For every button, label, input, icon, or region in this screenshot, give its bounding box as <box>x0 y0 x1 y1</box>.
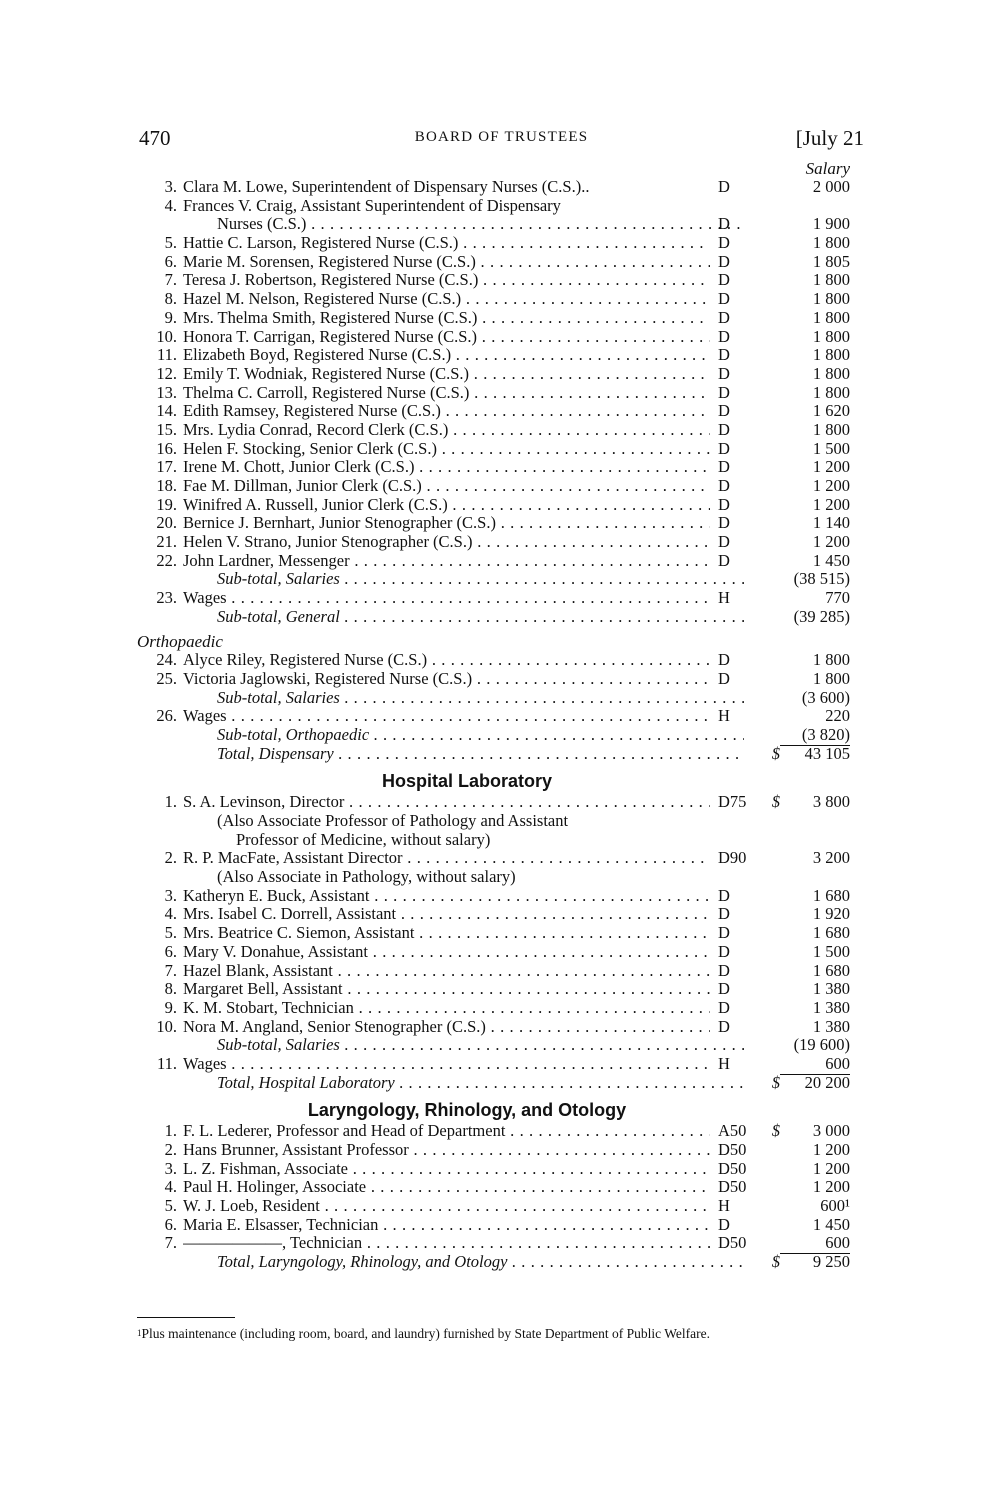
salary-amount: 1 800 <box>812 307 850 327</box>
entry-name: Helen V. Strano, Junior Stenographer (C.S.) . . . <box>183 533 710 552</box>
table-row <box>0 384 1000 403</box>
section-heading-title: Hospital Laboratory <box>381 771 553 792</box>
table-row <box>0 533 1000 552</box>
entry-name: Hattie C. Larson, Registered Nurse (C.S.) . . . <box>183 234 710 253</box>
item-number: 14. <box>156 401 177 421</box>
item-number: 19. <box>156 494 177 514</box>
running-title: BOARD OF TRUSTEES <box>414 129 589 145</box>
entry-name: Alyce Riley, Registered Nurse (C.S.) . . . <box>183 651 710 670</box>
item-number: 5. <box>164 923 177 943</box>
appointment-code: H <box>718 588 730 608</box>
salary-amount: 1 200 <box>812 494 850 514</box>
table-row <box>0 793 1000 812</box>
item-number: 12. <box>156 363 177 383</box>
appointment-code: D <box>718 668 730 688</box>
entry-name: L. Z. Fishman, Associate . . . <box>183 1160 710 1179</box>
item-number: 18. <box>156 476 177 495</box>
appointment-code: D <box>718 941 730 961</box>
appointment-code: D <box>718 363 730 383</box>
appointment-code: D <box>718 1214 730 1234</box>
entry-note-text: (Also Associate in Pathology, without salary) <box>217 868 516 887</box>
item-number: 11. <box>156 345 177 365</box>
entry-name: Mrs. Beatrice C. Siemon, Assistant . . . <box>183 924 710 943</box>
appointment-code: D <box>718 270 730 290</box>
section-heading-title: Laryngology, Rhinology, and Otology <box>307 1100 627 1121</box>
item-number: 7. <box>164 270 177 290</box>
salary-amount: 1 500 <box>812 941 850 961</box>
budget-table <box>0 178 1000 1272</box>
table-row <box>0 477 1000 496</box>
salary-amount: 1 800 <box>812 233 850 253</box>
salary-amount: 1 800 <box>812 382 850 402</box>
table-row <box>0 514 1000 533</box>
appointment-code: D75 <box>718 792 747 812</box>
subtotal-label: Sub-total, Orthopaedic . . . <box>217 726 744 745</box>
table-row <box>0 346 1000 365</box>
appointment-code: D <box>718 345 730 365</box>
entry-note-text: (Also Associate Professor of Pathology and Assistant <box>217 812 569 830</box>
appointment-code: D50 <box>718 1177 747 1197</box>
salary-amount: 1 380 <box>812 997 850 1017</box>
table-row <box>0 1160 1000 1179</box>
appointment-code: D <box>718 401 730 421</box>
table-row <box>0 1122 1000 1141</box>
appointment-code: D <box>718 177 730 196</box>
section-label <box>0 633 1000 652</box>
appointment-code: D <box>718 251 730 271</box>
appointment-code: D <box>718 214 730 234</box>
item-number: 1. <box>164 1121 177 1141</box>
item-number: 7. <box>164 1233 177 1253</box>
salary-amount: 43 105 <box>804 743 850 763</box>
appointment-code: D <box>718 1016 730 1036</box>
item-number: 8. <box>164 289 177 309</box>
appointment-code: D <box>718 650 730 670</box>
subtotal-row <box>0 689 1000 708</box>
item-number: 4. <box>164 195 177 215</box>
table-row <box>0 496 1000 515</box>
subtotal-row <box>0 570 1000 589</box>
entry-name: Wages . . . <box>183 589 710 608</box>
salary-amount: 1 800 <box>812 668 850 688</box>
item-number: 6. <box>164 251 177 271</box>
entry-name: Wages . . . <box>183 1055 710 1074</box>
appointment-code: A50 <box>718 1121 747 1141</box>
running-header <box>139 126 864 156</box>
salary-amount: (38 515) <box>793 569 850 589</box>
item-number: 6. <box>164 1214 177 1234</box>
salary-amount: 1 200 <box>812 476 850 495</box>
entry-name: Winifred A. Russell, Junior Clerk (C.S.) . . . <box>183 496 710 515</box>
subtotal-row <box>0 1074 1000 1093</box>
table-row <box>0 1178 1000 1197</box>
salary-amount: 1 500 <box>812 438 850 458</box>
table-row <box>0 440 1000 459</box>
dollar-sign: $ <box>771 743 780 763</box>
subtotal-row <box>0 1253 1000 1272</box>
table-row <box>0 943 1000 962</box>
footnote-text: Plus maintenance (including room, board, and laundry) furnished by State Department of Public Welfare. <box>141 1326 711 1341</box>
entry-name: F. L. Lederer, Professor and Head of Department . . . <box>183 1122 710 1141</box>
entry-name: Mrs. Thelma Smith, Registered Nurse (C.S.) . . . <box>183 309 710 328</box>
appointment-code: D50 <box>718 1140 747 1159</box>
subtotal-label: Total, Laryngology, Rhinology, and Otology . . . <box>217 1253 744 1272</box>
subtotal-row <box>0 608 1000 627</box>
salary-amount: 1 800 <box>812 345 850 365</box>
entry-name: W. J. Loeb, Resident . . . <box>183 1197 710 1216</box>
entry-name: John Lardner, Messenger . . . <box>183 552 710 571</box>
entry-name: Victoria Jaglowski, Registered Nurse (C.S.) . . . <box>183 670 710 689</box>
appointment-code: D <box>718 476 730 495</box>
table-row <box>0 962 1000 981</box>
item-number: 13. <box>156 382 177 402</box>
salary-amount: 3 200 <box>812 848 850 868</box>
page-number: 470 <box>139 126 171 150</box>
item-number: 11. <box>156 1053 177 1073</box>
appointment-code: D <box>718 979 730 999</box>
salary-amount: (3 820) <box>780 726 850 746</box>
salary-amount: 1 800 <box>812 363 850 383</box>
section-title: Orthopaedic <box>137 632 223 651</box>
appointment-code: D <box>718 904 730 924</box>
item-number: 20. <box>156 513 177 533</box>
appointment-code: D <box>718 494 730 514</box>
appointment-code: D <box>718 550 730 570</box>
table-row <box>0 1197 1000 1216</box>
salary-amount: 1 200 <box>812 1158 850 1178</box>
salary-column-heading: Salary <box>805 159 850 178</box>
table-row <box>0 849 1000 868</box>
subtotal-label: Total, Hospital Laboratory . . . <box>217 1074 744 1093</box>
table-row <box>0 924 1000 943</box>
item-number: 2. <box>164 848 177 868</box>
table-row <box>0 458 1000 477</box>
salary-amount: 1 450 <box>812 1214 850 1234</box>
item-number: 5. <box>164 233 177 253</box>
entry-name: Honora T. Carrigan, Registered Nurse (C.S.) . . . <box>183 328 710 347</box>
item-number: 5. <box>164 1196 177 1216</box>
subtotal-row <box>0 745 1000 764</box>
table-row <box>0 1234 1000 1253</box>
entry-name: Wages . . . <box>183 707 710 726</box>
item-number: 7. <box>164 960 177 980</box>
entry-note <box>0 868 1000 887</box>
subtotal-row <box>0 726 1000 745</box>
entry-name: Katheryn E. Buck, Assistant . . . <box>183 887 710 906</box>
salary-amount: 2 000 <box>812 177 850 196</box>
salary-amount: 600 <box>780 1234 850 1254</box>
section-heading <box>0 763 1000 793</box>
salary-amount: 1 680 <box>812 960 850 980</box>
salary-amount: 1 805 <box>812 251 850 271</box>
salary-amount: 1 200 <box>812 1177 850 1197</box>
entry-name: Mrs. Isabel C. Dorrell, Assistant . . . <box>183 905 710 924</box>
item-number: 4. <box>164 904 177 924</box>
item-number: 3. <box>164 1158 177 1178</box>
entry-name: Helen F. Stocking, Senior Clerk (C.S.) . . . <box>183 440 710 459</box>
item-number: 6. <box>164 941 177 961</box>
entry-name: K. M. Stobart, Technician . . . <box>183 999 710 1018</box>
dollar-sign: $ <box>771 792 780 812</box>
salary-amount: (39 285) <box>793 606 850 626</box>
footnote-marker: 1 <box>137 1328 142 1338</box>
salary-amount: 1 450 <box>812 550 850 570</box>
table-row <box>0 215 1000 234</box>
salary-amount: 1 800 <box>812 270 850 290</box>
item-number: 22. <box>156 550 177 570</box>
salary-amount: 220 <box>825 706 850 726</box>
appointment-code: D <box>718 885 730 905</box>
subtotal-label: Sub-total, General . . . <box>217 608 744 627</box>
table-row <box>0 290 1000 309</box>
section-heading <box>0 1092 1000 1122</box>
table-row <box>0 421 1000 440</box>
item-number: 1. <box>164 792 177 812</box>
table-row <box>0 328 1000 347</box>
salary-amount: 1 200 <box>812 457 850 477</box>
appointment-code: H <box>718 1053 730 1073</box>
entry-name: Maria E. Elsasser, Technician . . . <box>183 1216 710 1235</box>
salary-amount: 9 250 <box>812 1252 850 1272</box>
subtotal-row <box>0 1036 1000 1055</box>
table-row <box>0 197 1000 216</box>
salary-amount: 1 380 <box>812 1016 850 1036</box>
item-number: 24. <box>156 650 177 670</box>
entry-name: Hazel M. Nelson, Registered Nurse (C.S.) . . . <box>183 290 710 309</box>
table-row <box>0 1141 1000 1160</box>
appointment-code: D <box>718 513 730 533</box>
salary-amount: 600¹ <box>820 1196 850 1216</box>
subtotal-label: Total, Dispensary . . . <box>217 745 744 764</box>
appointment-code: D <box>718 307 730 327</box>
appointment-code: D <box>718 997 730 1017</box>
entry-name: Thelma C. Carroll, Registered Nurse (C.S.) . . . <box>183 384 710 403</box>
header-date: [July 21 <box>795 126 864 150</box>
appointment-code: D <box>718 532 730 552</box>
appointment-code: H <box>718 1196 730 1216</box>
appointment-code: H <box>718 706 730 726</box>
appointment-code: D <box>718 457 730 477</box>
appointment-code: D <box>718 289 730 309</box>
table-row <box>0 552 1000 571</box>
salary-amount: (19 600) <box>793 1035 850 1055</box>
table-row <box>0 670 1000 689</box>
table-row <box>0 651 1000 670</box>
dollar-sign: $ <box>771 1121 780 1141</box>
item-number: 4. <box>164 1177 177 1197</box>
item-number: 10. <box>156 1016 177 1036</box>
table-row <box>0 309 1000 328</box>
table-row <box>0 178 1000 197</box>
entry-name: Elizabeth Boyd, Registered Nurse (C.S.) . . . <box>183 346 710 365</box>
entry-name: Hans Brunner, Assistant Professor . . . <box>183 1141 710 1160</box>
salary-amount: 1 920 <box>812 904 850 924</box>
entry-name: Teresa J. Robertson, Registered Nurse (C.S.) . . . <box>183 271 710 290</box>
entry-name: Bernice J. Bernhart, Junior Stenographer (C.S.) . . . <box>183 514 710 533</box>
entry-name: Mary V. Donahue, Assistant . . . <box>183 943 710 962</box>
item-number: 8. <box>164 979 177 999</box>
entry-name: Mrs. Lydia Conrad, Record Clerk (C.S.) . . . <box>183 421 710 440</box>
salary-amount: 1 800 <box>812 326 850 346</box>
table-row <box>0 589 1000 608</box>
entry-note <box>0 831 1000 850</box>
appointment-code: D <box>718 382 730 402</box>
appointment-code: D <box>718 326 730 346</box>
table-row <box>0 234 1000 253</box>
table-row <box>0 707 1000 726</box>
salary-amount: 1 680 <box>812 923 850 943</box>
subtotal-label: Sub-total, Salaries . . . <box>217 1036 744 1055</box>
appointment-code: D <box>718 419 730 439</box>
table-row <box>0 887 1000 906</box>
entry-name: Paul H. Holinger, Associate . . . <box>183 1178 710 1197</box>
item-number: 16. <box>156 438 177 458</box>
salary-amount: (3 600) <box>801 687 850 707</box>
appointment-code: D50 <box>718 1158 747 1178</box>
appointment-code: D <box>718 923 730 943</box>
entry-name: ——————, Technician . . . <box>183 1234 710 1253</box>
salary-amount: 770 <box>825 588 850 608</box>
table-row <box>0 999 1000 1018</box>
item-number: 3. <box>164 885 177 905</box>
salary-amount: 20 200 <box>804 1072 850 1092</box>
salary-amount: 1 900 <box>812 214 850 234</box>
salary-amount: 3 800 <box>812 792 850 812</box>
salary-amount: 1 200 <box>812 532 850 552</box>
item-number: 23. <box>156 588 177 608</box>
entry-name: Irene M. Chott, Junior Clerk (C.S.) . . . <box>183 458 710 477</box>
entry-name: Clara M. Lowe, Superintendent of Dispensary Nurses (C.S.).. <box>183 178 590 196</box>
appointment-code: D <box>718 233 730 253</box>
entry-name: Marie M. Sorensen, Registered Nurse (C.S.) . . . <box>183 253 710 272</box>
entry-name: Edith Ramsey, Registered Nurse (C.S.) . . . <box>183 402 710 421</box>
item-number: 2. <box>164 1140 177 1159</box>
subtotal-label: Sub-total, Salaries . . . <box>217 689 744 708</box>
salary-amount: 1 620 <box>812 401 850 421</box>
table-row <box>0 253 1000 272</box>
appointment-code: D90 <box>718 848 747 868</box>
entry-name: Frances V. Craig, Assistant Superintendent of Dispensary <box>183 196 561 215</box>
appointment-code: D <box>718 960 730 980</box>
entry-name: Nurses (C.S.) . . . <box>217 215 744 234</box>
salary-amount: 1 200 <box>812 1140 850 1159</box>
item-number: 17. <box>156 457 177 477</box>
salary-amount: 1 800 <box>812 419 850 439</box>
subtotal-label: Sub-total, Salaries . . . <box>217 570 744 589</box>
entry-name: R. P. MacFate, Assistant Director . . . <box>183 849 710 868</box>
entry-name: Emily T. Wodniak, Registered Nurse (C.S.) . . . <box>183 365 710 384</box>
entry-note <box>0 812 1000 831</box>
item-number: 15. <box>156 419 177 439</box>
table-row <box>0 271 1000 290</box>
salary-amount: 1 380 <box>812 979 850 999</box>
dollar-sign: $ <box>771 1252 780 1272</box>
item-number: 26. <box>156 706 177 726</box>
item-number: 25. <box>156 668 177 688</box>
entry-name: S. A. Levinson, Director . . . <box>183 793 710 812</box>
table-row <box>0 402 1000 421</box>
appointment-code: D <box>718 438 730 458</box>
entry-note-text: Professor of Medicine, without salary) <box>236 830 491 849</box>
entry-name: Fae M. Dillman, Junior Clerk (C.S.) . . . <box>183 477 710 496</box>
salary-amount: 600 <box>780 1055 850 1075</box>
table-row <box>0 905 1000 924</box>
salary-amount: 1 680 <box>812 885 850 905</box>
appointment-code: D50 <box>718 1233 747 1253</box>
entry-name: Nora M. Angland, Senior Stenographer (C.S.) . . . <box>183 1018 710 1037</box>
dollar-sign: $ <box>771 1072 780 1092</box>
item-number: 3. <box>164 177 177 196</box>
table-row <box>0 1055 1000 1074</box>
footnote-rule <box>137 1317 235 1318</box>
table-row <box>0 1216 1000 1235</box>
item-number: 9. <box>164 307 177 327</box>
table-row <box>0 1018 1000 1037</box>
footnote <box>137 1326 867 1341</box>
item-number: 21. <box>156 532 177 552</box>
salary-amount: 3 000 <box>812 1121 850 1141</box>
salary-amount: 1 800 <box>812 650 850 670</box>
table-row <box>0 980 1000 999</box>
entry-name: Hazel Blank, Assistant . . . <box>183 962 710 981</box>
item-number: 9. <box>164 997 177 1017</box>
salary-amount: 1 800 <box>812 289 850 309</box>
salary-amount: 1 140 <box>812 513 850 533</box>
entry-name: Margaret Bell, Assistant . . . <box>183 980 710 999</box>
item-number: 10. <box>156 326 177 346</box>
table-row <box>0 365 1000 384</box>
